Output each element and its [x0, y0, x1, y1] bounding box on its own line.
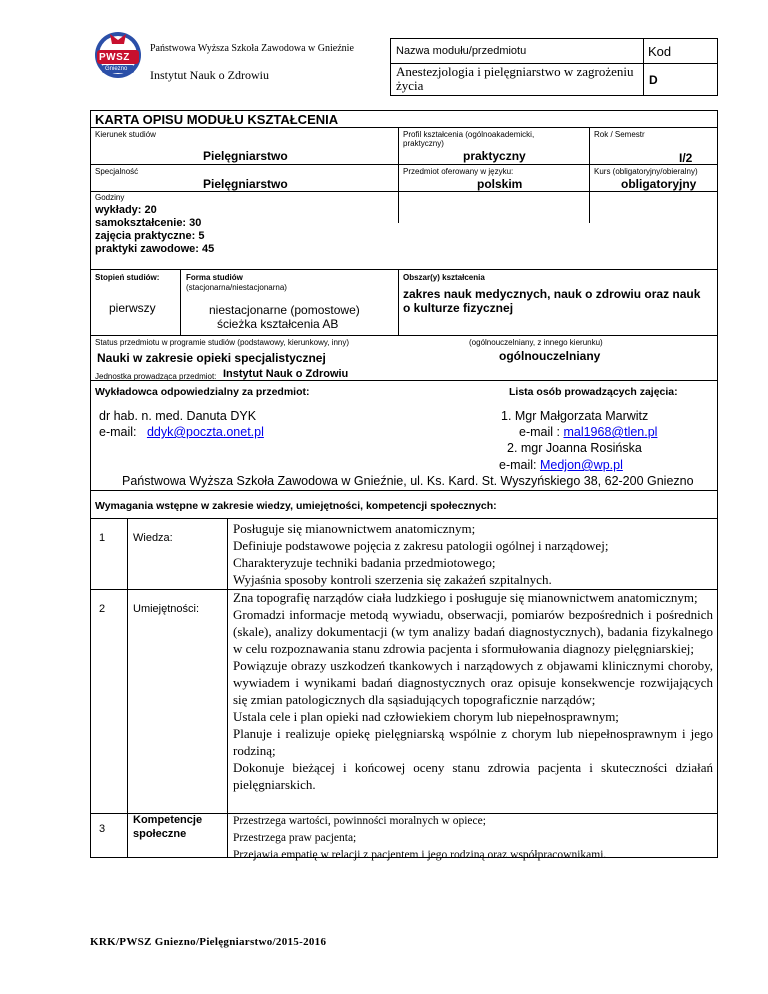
- responsible-name: dr hab. n. med. Danuta DYK: [99, 409, 257, 423]
- spec-value: Pielęgniarstwo: [203, 177, 288, 191]
- req-line: Ustala cele i plan opieki nad człowiekiem chorym lub niepełnosprawnym;: [233, 709, 619, 724]
- req-line: Przestrzega wartości, powinności moralnych w opiece;: [233, 815, 486, 827]
- person2-email-row: [499, 458, 623, 472]
- req-num-2: 2: [99, 603, 106, 615]
- person1-email-row: [519, 425, 657, 439]
- degree-label: Stopień studiów:: [95, 273, 160, 282]
- req-competence-list: [233, 813, 713, 864]
- requirements-title: Wymagania wstępne w zakresie wiedzy, umiejętności, kompetencji społecznych:: [95, 500, 497, 512]
- req-line: Powiązuje obrazy uszkodzeń tkankowych i narządowych z objawami klinicznymi choroby, wywiadem i wynikami badań diagnostycznych oraz opisuje konsekwencje rozwijających się zmian patologicznych dla sąsiadujących topograficznie narządów;: [233, 658, 713, 707]
- req-skills-list: [233, 589, 713, 793]
- email-prefix: e-mail :: [519, 425, 564, 439]
- logo-subtext: Gniezno: [105, 66, 128, 72]
- req-num-1: 1: [99, 532, 106, 544]
- unit-label: Jednostka prowadząca przedmiot:: [95, 372, 217, 381]
- person1-email-link[interactable]: mal1968@tlen.pl: [563, 425, 658, 439]
- person1-name: 1. Mgr Małgorzata Marwitz: [501, 409, 649, 423]
- card-title: KARTA OPISU MODUŁU KSZTAŁCENIA: [95, 112, 339, 127]
- module-header-table: [390, 38, 718, 96]
- req-line: Przestrzega praw pacjenta;: [233, 832, 357, 844]
- hours-self-study: samokształcenie: 30: [95, 217, 202, 229]
- course-label: Kurs (obligatoryjny/obieralny): [594, 167, 698, 176]
- req-line: Przejawia empatię w relacji z pacjentem i jego rodziną oraz współpracownikami.: [233, 849, 607, 861]
- course-value: obligatoryjny: [621, 177, 697, 191]
- area-value: zakres nauk medycznych, nauk o zdrowiu oraz nauk o kulturze fizycznej: [403, 287, 701, 315]
- req-line: Dokonuje bieżącej i końcowej oceny stanu zdrowia pacjenta i skuteczności działań pielęgniarskich.: [233, 760, 713, 792]
- module-name-label: Nazwa modułu/przedmiotu: [396, 45, 527, 57]
- general-value: ogólnouczelniany: [499, 349, 601, 363]
- school-logo: [92, 28, 144, 80]
- hours-practical: zajęcia praktyczne: 5: [95, 230, 205, 242]
- field-value: Pielęgniarstwo: [203, 149, 288, 163]
- profile-label: Profil kształcenia (ogólnoakademicki, praktyczny): [403, 130, 535, 148]
- form-sub: (stacjonarna/niestacjonarna): [186, 283, 287, 292]
- list-label: Lista osób prowadzących zajęcia:: [509, 386, 678, 398]
- req-line: Zna topografię narządów ciała ludzkiego i posługuje się mianownictwem anatomicznym;: [233, 590, 698, 605]
- req-line: Wyjaśnia sposoby kontroli szerzenia się zakażeń szpitalnych.: [233, 572, 552, 587]
- form-label: Forma studiów: [186, 273, 243, 282]
- responsible-email-link[interactable]: ddyk@poczta.onet.pl: [146, 425, 264, 439]
- req-line: Definiuje podstawowe pojęcia z zakresu patologii ogólnej i narządowej;: [233, 538, 609, 553]
- school-address: Państwowa Wyższa Szkoła Zawodowa w Gnieźnie, ul. Ks. Kard. St. Wyszyńskiego 38, 62-200 Gniezno: [122, 474, 694, 488]
- general-label: (ogólnouczelniany, z innego kierunku): [469, 338, 603, 347]
- responsible-label: Wykładowca odpowiedzialny za przedmiot:: [95, 386, 310, 398]
- form-value-1: niestacjonarne (pomostowe): [209, 303, 360, 317]
- institute-name: Instytut Nauk o Zdrowiu: [150, 68, 269, 82]
- req-line: Gromadzi informacje metodą wywiadu, obserwacji, pomiarów bezpośrednich i pośrednich (skale), analizy dokumentacji (w tym analizy badań diagnostycznych), badania fizykalnego w celu rozpoznawania stanu zdrowia pacjenta i sformułowania diagnozy pielęgniarskiej;: [233, 607, 713, 656]
- module-card: [90, 110, 718, 861]
- language-label: Przedmiot oferowany w języku:: [403, 167, 514, 176]
- module-name: Anestezjologia i pielęgniarstwo w zagrożeniu życia: [396, 64, 634, 93]
- spec-label: Specjalność: [95, 167, 139, 176]
- req-line: Planuje i realizuje opiekę pielęgniarską wspólnie z chorym lub niepełnosprawnym i jego rodziną;: [233, 726, 713, 758]
- req-label-3: Kompetencje społeczne: [133, 814, 203, 840]
- email-prefix: e-mail:: [499, 458, 540, 472]
- school-name: Państwowa Wyższa Szkoła Zawodowa w Gnieźnie: [150, 43, 354, 54]
- footer-text: KRK/PWSZ Gniezno/Pielęgniarstwo/2015-2016: [90, 936, 327, 948]
- person2-name: 2. mgr Joanna Rosińska: [507, 441, 642, 455]
- year-value: I/2: [679, 151, 693, 165]
- req-label-2: Umiejętności:: [133, 603, 200, 615]
- hours-internship: praktyki zawodowe: 45: [95, 243, 215, 255]
- logo-text: PWSZ: [99, 52, 130, 63]
- profile-value: praktyczny: [463, 149, 526, 163]
- email-prefix: e-mail:: [99, 425, 147, 439]
- degree-value: pierwszy: [109, 301, 156, 315]
- form-value-2: ścieżka kształcenia AB: [217, 317, 339, 331]
- area-label: Obszar(y) kształcenia: [403, 273, 485, 282]
- field-label: Kierunek studiów: [95, 130, 156, 139]
- req-line: Posługuje się mianownictwem anatomicznym;: [233, 521, 476, 536]
- code-value: D: [649, 73, 658, 87]
- req-knowledge-list: [233, 520, 713, 588]
- language-value: polskim: [477, 177, 523, 191]
- req-line: Charakteryzuje techniki badania przedmiotowego;: [233, 555, 496, 570]
- person2-email-link[interactable]: Medjon@wp.pl: [539, 458, 623, 472]
- hours-label: Godziny: [95, 193, 125, 202]
- status-value: Nauki w zakresie opieki specjalistycznej: [97, 351, 326, 365]
- req-num-3: 3: [99, 823, 106, 835]
- responsible-email-row: [99, 425, 264, 439]
- req-label-1: Wiedza:: [133, 532, 173, 544]
- code-label: Kod: [648, 44, 672, 59]
- unit-value: Instytut Nauk o Zdrowiu: [223, 368, 349, 380]
- year-label: Rok / Semestr: [594, 130, 645, 139]
- status-label: Status przedmiotu w programie studiów (podstawowy, kierunkowy, inny): [95, 338, 350, 347]
- hours-lecture: wykłady: 20: [95, 204, 157, 216]
